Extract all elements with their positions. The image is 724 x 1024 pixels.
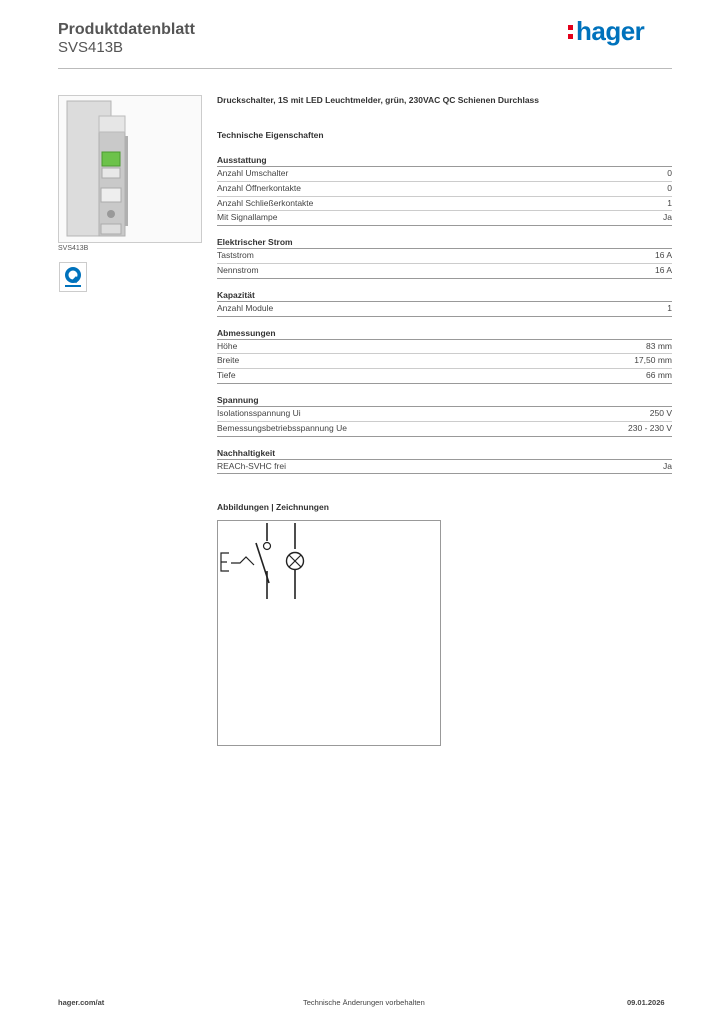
property-label: REACh-SVHC frei xyxy=(217,460,286,471)
property-row xyxy=(217,197,672,212)
property-label: Anzahl Umschalter xyxy=(217,168,289,178)
property-label: Höhe xyxy=(217,340,238,351)
section-0 xyxy=(217,154,672,226)
property-value: 66 mm xyxy=(646,370,672,381)
product-image-caption: SVS413B xyxy=(58,245,89,252)
property-row xyxy=(217,354,672,369)
property-value: Ja xyxy=(663,212,672,223)
quality-badge-icon xyxy=(59,262,87,292)
property-label: Breite xyxy=(217,355,240,366)
property-value: 16 A xyxy=(654,250,672,261)
technical-properties-title: Technische Eigenschaften xyxy=(217,130,324,140)
property-label: Isolationsspannung Ui xyxy=(217,407,301,418)
section-4 xyxy=(217,394,672,437)
product-image xyxy=(58,95,202,243)
property-value: Ja xyxy=(663,460,672,471)
property-row xyxy=(217,460,672,475)
property-value: 0 xyxy=(667,168,672,178)
property-value: 250 V xyxy=(649,407,672,418)
footer-date: 09.01.2026 xyxy=(627,998,665,1007)
property-value: 83 mm xyxy=(646,340,672,351)
property-value: 16 A xyxy=(654,264,672,275)
logo-dots-icon xyxy=(568,21,573,41)
footer-website-link[interactable]: hager.com/at xyxy=(58,998,105,1007)
property-row xyxy=(217,340,672,355)
section-title: Kapazität xyxy=(217,289,672,302)
property-row xyxy=(217,264,672,279)
property-row xyxy=(217,407,672,422)
section-1 xyxy=(217,236,672,279)
section-title: Nachhaltigkeit xyxy=(217,447,672,460)
property-label: Taststrom xyxy=(217,250,254,261)
section-3 xyxy=(217,327,672,384)
property-label: Nennstrom xyxy=(217,264,259,275)
property-value: 230 - 230 V xyxy=(628,422,672,433)
logo-text: hager xyxy=(576,16,645,46)
property-label: Bemessungsbetriebsspannung Ue xyxy=(217,422,347,433)
footer-disclaimer: Technische Änderungen vorbehalten xyxy=(303,998,425,1007)
figures-title: Abbildungen | Zeichnungen xyxy=(217,502,329,512)
property-row xyxy=(217,302,672,317)
properties-table xyxy=(217,154,672,474)
header-divider xyxy=(58,68,672,69)
property-row xyxy=(217,369,672,384)
property-row xyxy=(217,422,672,437)
section-title: Ausstattung xyxy=(217,154,672,167)
section-2 xyxy=(217,289,672,317)
property-row xyxy=(217,167,672,182)
product-code: SVS413B xyxy=(58,39,124,56)
property-label: Tiefe xyxy=(217,370,236,381)
property-value: 0 xyxy=(667,182,672,193)
property-value: 1 xyxy=(667,197,672,208)
page-title: Produktdatenblatt xyxy=(58,21,195,38)
property-row xyxy=(217,182,672,197)
property-row xyxy=(217,211,672,226)
product-description: Druckschalter, 1S mit LED Leuchtmelder, grün, 230VAC QC Schienen Durchlass xyxy=(217,95,539,105)
section-title: Elektrischer Strom xyxy=(217,236,672,249)
property-label: Anzahl Module xyxy=(217,302,274,313)
property-row xyxy=(217,249,672,264)
wiring-diagram xyxy=(217,520,441,746)
section-title: Abmessungen xyxy=(217,327,672,340)
property-label: Anzahl Öffnerkontakte xyxy=(217,182,301,193)
property-label: Anzahl Schließerkontakte xyxy=(217,197,314,208)
product-details xyxy=(217,95,672,474)
section-5 xyxy=(217,447,672,475)
property-value: 17,50 mm xyxy=(634,355,672,366)
section-title: Spannung xyxy=(217,394,672,407)
property-label: Mit Signallampe xyxy=(217,212,278,223)
hager-logo[interactable] xyxy=(568,16,644,47)
property-value: 1 xyxy=(667,302,672,313)
